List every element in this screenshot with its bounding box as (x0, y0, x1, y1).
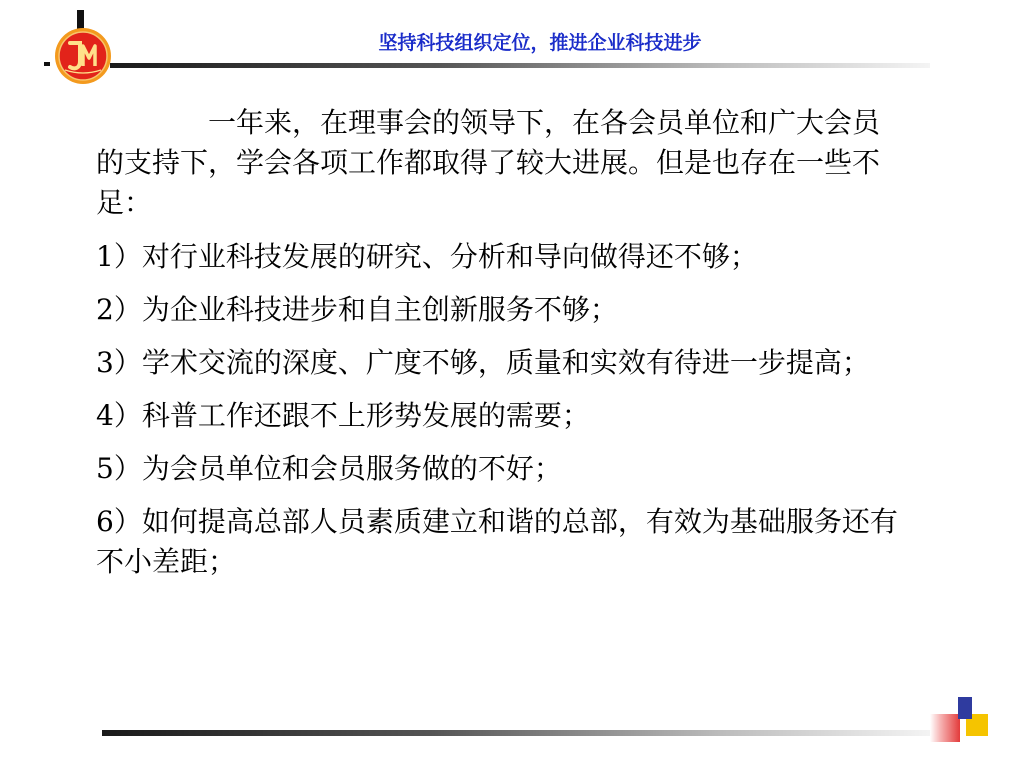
corner-decoration (930, 697, 992, 747)
list-item: 3）学术交流的深度、广度不够，质量和实效有待进一步提高； (96, 346, 870, 379)
list-item: 2）为企业科技进步和自主创新服务不够； (96, 293, 618, 326)
corner-red-square (930, 714, 960, 742)
slide-body (96, 103, 904, 595)
intro-paragraph: 一年来，在理事会的领导下，在各会员单位和广大会员的支持下，学会各项工作都取得了较大进展。但是也存在一些不足： (96, 106, 881, 219)
corner-blue-square (958, 697, 972, 719)
slide-header-title: 坚持科技组织定位，推进企业科技进步 (378, 32, 702, 54)
footer-divider (102, 730, 932, 736)
header-left-tick (44, 62, 50, 66)
organization-logo (53, 26, 113, 86)
header-divider (110, 63, 930, 68)
list-item: 4）科普工作还跟不上形势发展的需要； (96, 399, 590, 432)
list-item: 6）如何提高总部人员素质建立和谐的总部，有效为基础服务还有不小差距； (96, 505, 898, 578)
list-item: 5）为会员单位和会员服务做的不好； (96, 452, 562, 485)
list-item: 1）对行业科技发展的研究、分析和导向做得还不够； (96, 240, 758, 273)
